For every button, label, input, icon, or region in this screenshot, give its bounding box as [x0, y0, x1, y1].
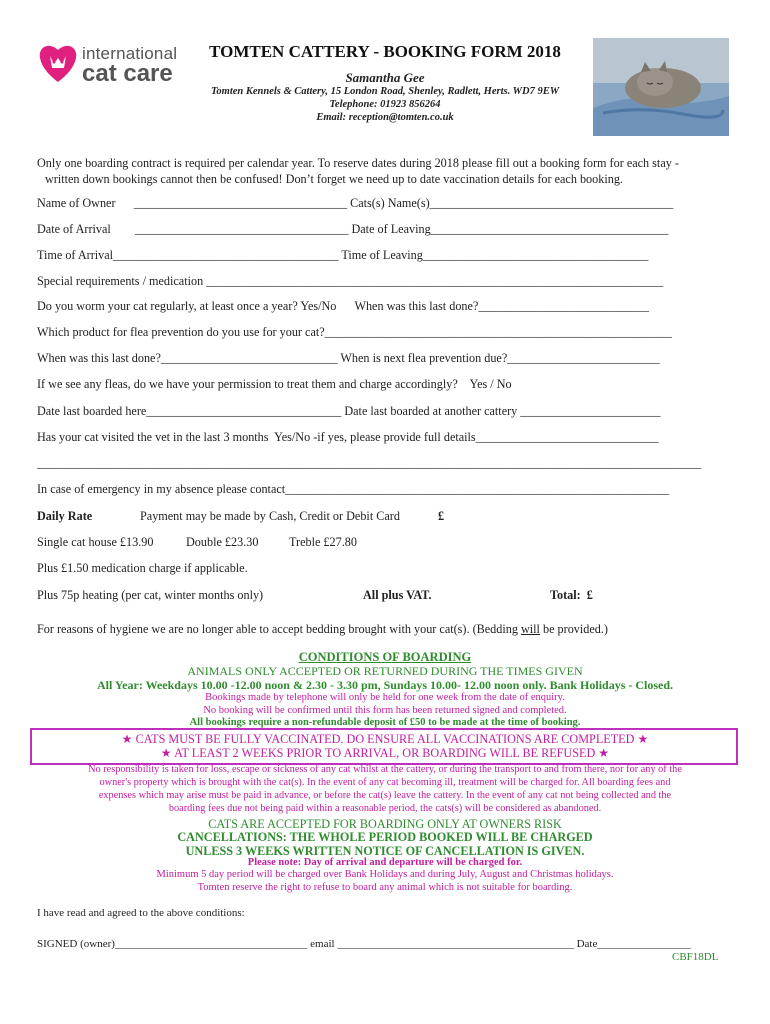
owner-cat-name-field[interactable]: Name of Owner ___________________________________ Cats(s) Name(s)________________________________________: [37, 196, 674, 210]
vet-visit-field[interactable]: Has your cat visited the vet in the last 3 months Yes/No -if yes, please provide full details______________________________: [37, 430, 659, 444]
treble-rate: Treble £27.80: [289, 535, 357, 549]
vet-details-blank-line[interactable]: _____________________________________________________________________________________________________________: [37, 456, 702, 470]
refuse-right-note: Tomten reserve the right to refuse to board any animal which is not suitable for boarding.: [197, 882, 573, 893]
sleeping-cat-photo: [593, 38, 729, 136]
arrival-departure-note: Please note: Day of arrival and departure will be charged for.: [247, 857, 523, 868]
conditions-heading: CONDITIONS OF BOARDING: [298, 650, 472, 664]
intro-line-1: Only one boarding contract is required per calendar year. To reserve dates during 2018 please fill out a booking form for each stay -: [37, 156, 679, 170]
logo-text-international: international: [82, 44, 178, 63]
intro-line-2: written down bookings cannot then be confused! Don’t forget we need up to date vaccination details for each booking.: [45, 172, 623, 186]
hygiene-note-start: For reasons of hygiene we are no longer able to accept bedding brought with your cat(s). (Bedding: [37, 622, 521, 636]
cancellation-line-1: CANCELLATIONS: THE WHOLE PERIOD BOOKED WILL BE CHARGED: [177, 830, 593, 844]
arrival-leaving-time-field[interactable]: Time of Arrival_____________________________________ Time of Leaving_____________________________________: [37, 248, 649, 262]
responsibility-line-1: No responsibility is taken for loss, escape or sickness of any cat whilst at the cattery, or during the transport to and from there, nor for any of the: [88, 764, 682, 775]
responsibility-line-3: expenses which may arise must be paid in advance, or before the cat(s) leave the cattery. In the event of any cat not being collected and the: [98, 790, 672, 801]
deposit-note: All bookings require a non-refundable deposit of £50 to be made at the time of booking.: [189, 717, 581, 728]
arrival-leaving-date-field[interactable]: Date of Arrival ___________________________________ Date of Leaving_______________________________________: [37, 222, 669, 236]
telephone-booking-note: Bookings made by telephone will only be held for one week from the date of enquiry.: [205, 692, 565, 703]
telephone: Telephone: 01923 856264: [329, 99, 441, 110]
responsibility-line-2: owner's property which is brought with the cat(s). In the event of any cat becoming ill, treatment will be charged for. All boarding fees and: [99, 777, 671, 788]
special-requirements-field[interactable]: Special requirements / medication ___________________________________________________________________________: [37, 274, 664, 288]
last-boarded-field[interactable]: Date last boarded here________________________________ Date last boarded at another cattery _______________________: [37, 404, 661, 418]
vat-note: All plus VAT.: [363, 588, 432, 602]
signature-email-date-field[interactable]: SIGNED (owner)___________________________________ email ___________________________________________ Date_________________: [37, 938, 691, 950]
agreement-statement: I have read and agreed to the above conditions:: [37, 907, 245, 919]
total-field[interactable]: Total: £: [550, 588, 593, 602]
responsibility-line-4: boarding fees due not being paid within a reasonable period, the cats(s) will be considered as abandoned.: [168, 803, 602, 814]
medication-charge: Plus £1.50 medication charge if applicable.: [37, 561, 248, 575]
minimum-period-note: Minimum 5 day period will be charged over Bank Holidays and during July, August and Christmas holidays.: [156, 869, 614, 880]
address: Tomten Kennels & Cattery, 15 London Road, Shenley, Radlett, Herts. WD7 9EW: [210, 86, 560, 97]
opening-hours: All Year: Weekdays 10.00 -12.00 noon & 2.30 - 3.30 pm, Sundays 10.00- 12.00 noon only. Bank Holidays - Closed.: [96, 678, 674, 692]
flea-product-field[interactable]: Which product for flea prevention do you use for your cat?_________________________________________________________: [37, 325, 672, 339]
payment-amount-field[interactable]: £: [438, 509, 445, 523]
owner-name: Samantha Gee: [345, 70, 425, 85]
payment-methods: Payment may be made by Cash, Credit or Debit Card: [140, 509, 400, 523]
logo-text-cat-care: cat care: [82, 60, 173, 87]
animals-times-note: ANIMALS ONLY ACCEPTED OR RETURNED DURING THE TIMES GIVEN: [187, 664, 583, 678]
daily-rate-label: Daily Rate: [37, 509, 93, 523]
hygiene-note-end: be provided.): [539, 622, 608, 636]
flea-dates-field[interactable]: When was this last done?_____________________________ When is next flea prevention due?_________________________: [37, 351, 660, 365]
confirmation-note: No booking will be confirmed until this form has been returned signed and completed.: [203, 705, 567, 716]
vaccination-warning-2: ★ AT LEAST 2 WEEKS PRIOR TO ARRIVAL, OR BOARDING WILL BE REFUSED ★: [160, 746, 610, 760]
flea-permission-field[interactable]: If we see any fleas, do we have your permission to treat them and charge accordingly? Yes / No: [37, 377, 512, 391]
hygiene-note-will: will: [520, 622, 540, 636]
single-rate: Single cat house £13.90: [37, 535, 154, 549]
cancellation-line-2: UNLESS 3 WEEKS WRITTEN NOTICE OF CANCELLATION IS GIVEN.: [185, 844, 585, 858]
email: Email: reception@tomten.co.uk: [316, 112, 454, 123]
double-rate: Double £23.30: [186, 535, 259, 549]
vaccination-warning-1: ★ CATS MUST BE FULLY VACCINATED. DO ENSURE ALL VACCINATIONS ARE COMPLETED ★: [121, 732, 649, 746]
worming-field[interactable]: Do you worm your cat regularly, at least once a year? Yes/No When was this last done?____________________________: [37, 299, 649, 313]
emergency-contact-field[interactable]: In case of emergency in my absence please contact_______________________________________________________________: [37, 482, 670, 496]
form-title: TOMTEN CATTERY - BOOKING FORM 2018: [209, 42, 561, 61]
heating-charge: Plus 75p heating (per cat, winter months only): [37, 588, 264, 602]
hygiene-note: [37, 622, 608, 637]
owners-risk-note: CATS ARE ACCEPTED FOR BOARDING ONLY AT OWNERS RISK: [208, 817, 562, 831]
form-code: CBF18DL: [672, 951, 719, 963]
